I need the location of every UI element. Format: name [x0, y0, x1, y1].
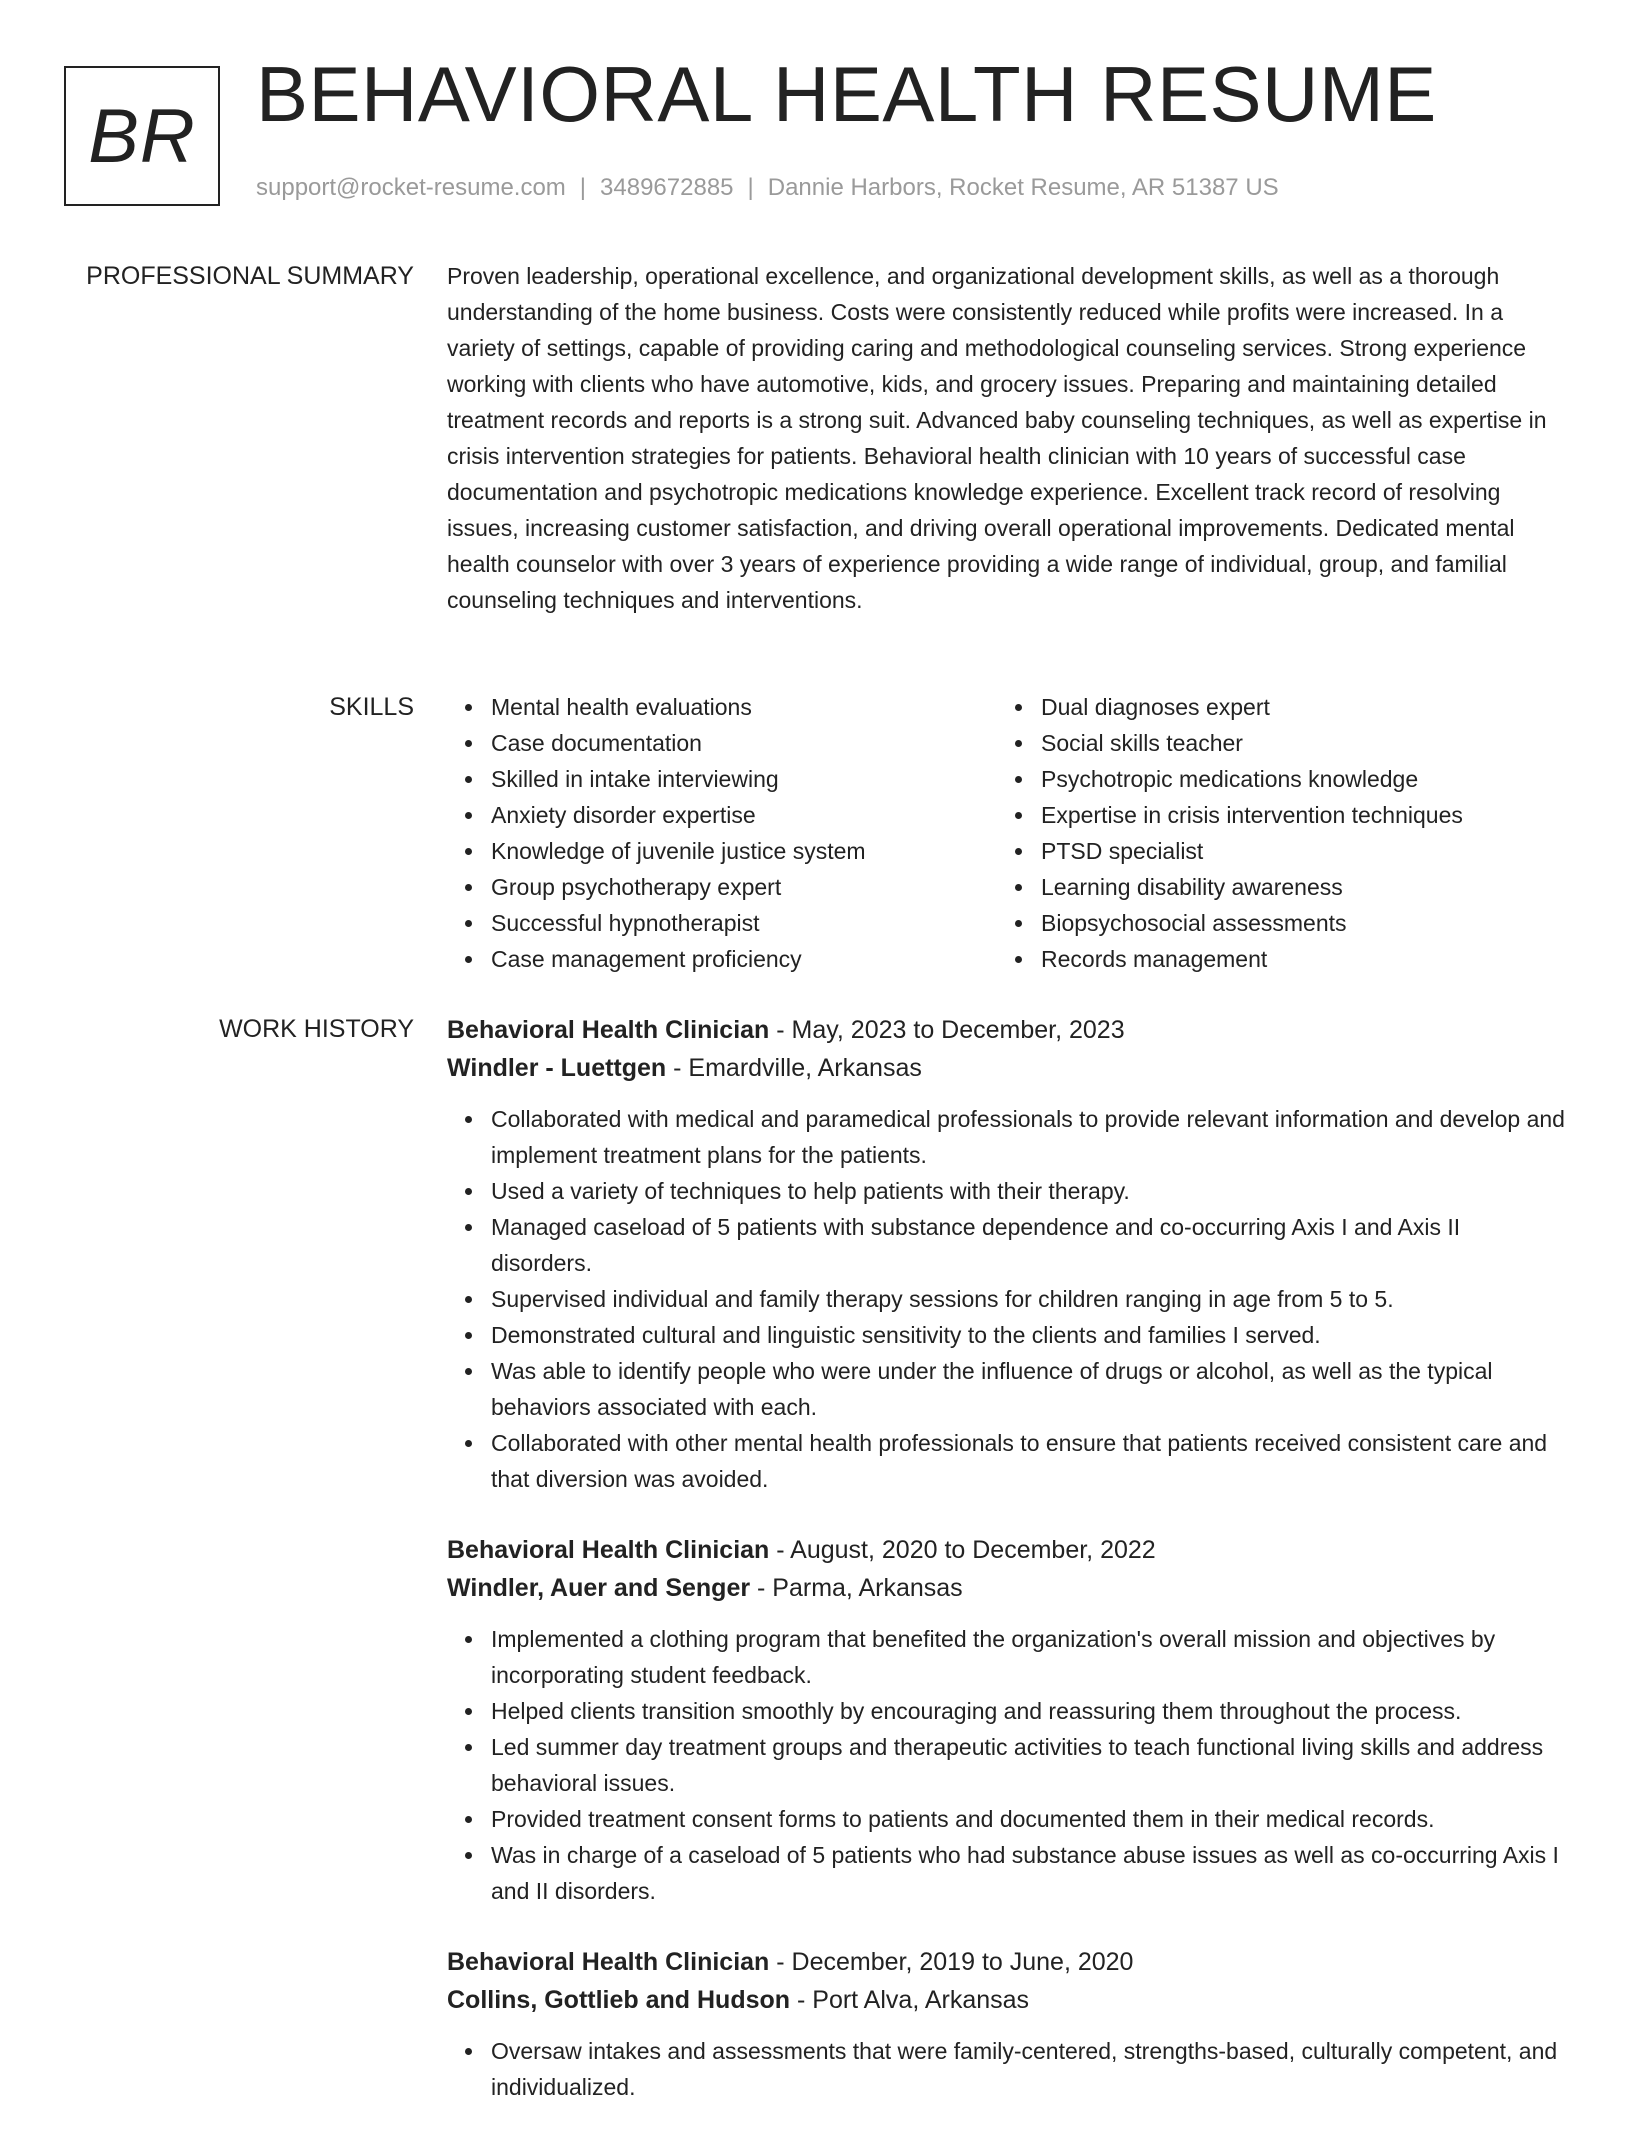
job-dates: - August, 2020 to December, 2022	[769, 1536, 1156, 1564]
job-entry	[447, 1011, 1567, 1497]
skill-item: Psychotropic medications knowledge	[1041, 761, 1547, 797]
contact-email[interactable]: support@rocket-resume.com	[256, 174, 566, 201]
skills-body	[447, 689, 1567, 977]
job-company-line	[447, 1569, 1567, 1607]
job-bullet: Collaborated with other mental health professionals to ensure that patients received consistent care and that diversion was avoided.	[491, 1425, 1567, 1497]
skill-item: Successful hypnotherapist	[491, 905, 997, 941]
skill-item: Group psychotherapy expert	[491, 869, 997, 905]
skill-item: PTSD specialist	[1041, 833, 1547, 869]
job-title: Behavioral Health Clinician	[447, 1948, 770, 1976]
job-company: Windler, Auer and Senger	[447, 1574, 751, 1602]
contact-phone[interactable]: 3489672885	[600, 174, 734, 201]
job-title: Behavioral Health Clinician	[447, 1536, 770, 1564]
job-company-line	[447, 1049, 1567, 1087]
job-dates: - December, 2019 to June, 2020	[769, 1948, 1134, 1976]
job-entry	[447, 1943, 1567, 2105]
job-bullet: Provided treatment consent forms to patients and documented them in their medical records.	[491, 1801, 1567, 1837]
skills-columns	[447, 689, 1567, 977]
contact-separator: |	[579, 174, 587, 201]
skill-item: Expertise in crisis intervention techniques	[1041, 797, 1547, 833]
contact-address: Dannie Harbors, Rocket Resume, AR 51387 US	[767, 174, 1279, 201]
skill-item: Case management proficiency	[491, 941, 997, 977]
summary-label: PROFESSIONAL SUMMARY	[86, 262, 414, 290]
skill-item: Knowledge of juvenile justice system	[491, 833, 997, 869]
skill-item: Anxiety disorder expertise	[491, 797, 997, 833]
skill-item: Skilled in intake interviewing	[491, 761, 997, 797]
skills-list-left	[447, 689, 997, 977]
summary-body	[447, 258, 1567, 618]
contact-line	[256, 174, 1279, 202]
job-title-line	[447, 1943, 1567, 1981]
job-bullet: Implemented a clothing program that benefited the organization's overall mission and objectives by incorporating student feedback.	[491, 1621, 1567, 1693]
job-bullet: Led summer day treatment groups and therapeutic activities to teach functional living skills and address behavioral issues.	[491, 1729, 1567, 1801]
skill-item: Case documentation	[491, 725, 997, 761]
job-dates: - May, 2023 to December, 2023	[769, 1016, 1125, 1044]
job-location: - Port Alva, Arkansas	[790, 1986, 1030, 2014]
job-bullet: Demonstrated cultural and linguistic sensitivity to the clients and families I served.	[491, 1317, 1567, 1353]
job-title: Behavioral Health Clinician	[447, 1016, 770, 1044]
skill-item: Biopsychosocial assessments	[1041, 905, 1547, 941]
job-bullet: Collaborated with medical and paramedical professionals to provide relevant information and develop and implement treatment plans for the patients.	[491, 1101, 1567, 1173]
work-history-body	[447, 1011, 1567, 2139]
job-company-line	[447, 1981, 1567, 2019]
job-title-line	[447, 1531, 1567, 1569]
job-bullet: Supervised individual and family therapy sessions for children ranging in age from 5 to 5.	[491, 1281, 1567, 1317]
job-entry	[447, 1531, 1567, 1909]
summary-text: Proven leadership, operational excellence, and organizational development skills, as well as a thorough understanding of the home business. Costs were consistently reduced while profits were increased. In a variety of settings, capable of providing caring and methodological counseling services. Strong experience working with clients who have automotive, kids, and grocery issues. Preparing and maintaining detailed treatment records and reports is a strong suit. Advanced baby counseling techniques, as well as expertise in crisis intervention strategies for patients. Behavioral health clinician with 10 years of successful case documentation and psychotropic medications knowledge experience. Excellent track record of resolving issues, increasing customer satisfaction, and driving overall operational improvements. Dedicated mental health counselor with over 3 years of experience providing a wide range of individual, group, and familial counseling techniques and interventions.	[447, 263, 1547, 613]
skill-item: Records management	[1041, 941, 1547, 977]
skill-item: Learning disability awareness	[1041, 869, 1547, 905]
job-bullet: Was able to identify people who were under the influence of drugs or alcohol, as well as the typical behaviors associated with each.	[491, 1353, 1567, 1425]
monogram-logo: BR	[64, 66, 220, 206]
page-title: BEHAVIORAL HEALTH RESUME	[256, 50, 1437, 138]
skills-label: SKILLS	[329, 693, 414, 721]
job-bullet: Oversaw intakes and assessments that were family-centered, strengths-based, culturally competent, and individualized.	[491, 2033, 1567, 2105]
job-bullet-list	[447, 2033, 1567, 2105]
job-location: - Emardville, Arkansas	[666, 1054, 922, 1082]
skills-list-right	[997, 689, 1547, 977]
skill-item: Mental health evaluations	[491, 689, 997, 725]
skill-item: Dual diagnoses expert	[1041, 689, 1547, 725]
job-bullet: Was in charge of a caseload of 5 patients who had substance abuse issues as well as co-occurring Axis I and II disorders.	[491, 1837, 1567, 1909]
skill-item: Social skills teacher	[1041, 725, 1547, 761]
job-company: Windler - Luettgen	[447, 1054, 667, 1082]
job-company: Collins, Gottlieb and Hudson	[447, 1986, 791, 2014]
contact-separator: |	[747, 174, 754, 201]
job-bullet: Helped clients transition smoothly by encouraging and reassuring them throughout the process.	[491, 1693, 1567, 1729]
job-bullet-list	[447, 1621, 1567, 1909]
job-title-line	[447, 1011, 1567, 1049]
job-bullet-list	[447, 1101, 1567, 1497]
job-location: - Parma, Arkansas	[750, 1574, 963, 1602]
job-bullet: Managed caseload of 5 patients with substance dependence and co-occurring Axis I and Axis II disorders.	[491, 1209, 1567, 1281]
work-history-label: WORK HISTORY	[219, 1015, 414, 1043]
job-bullet: Used a variety of techniques to help patients with their therapy.	[491, 1173, 1567, 1209]
